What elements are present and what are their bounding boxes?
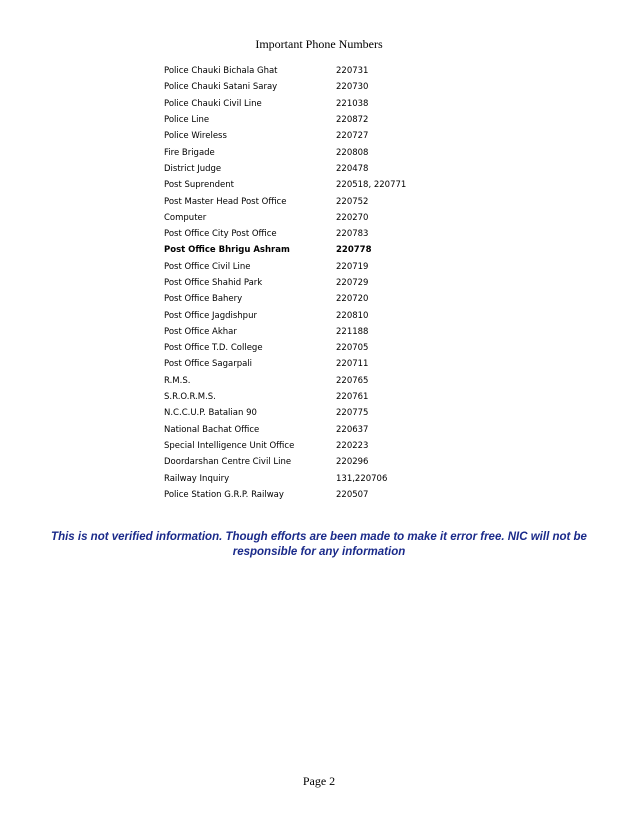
phone-number: 220719 (336, 261, 369, 272)
phone-number: 221038 (336, 98, 369, 109)
table-row (160, 405, 456, 421)
contact-name: N.C.C.U.P. Batalian 90 (164, 408, 257, 419)
phone-directory-table (160, 63, 456, 503)
table-row (160, 96, 456, 112)
phone-number: 220730 (336, 82, 369, 93)
phone-number: 220720 (336, 294, 369, 305)
table-row-highlighted (160, 242, 456, 258)
disclaimer-text: This is not verified information. Though efforts are been made to make it error free. NIC will not be responsible for any information (51, 531, 587, 558)
contact-name: Fire Brigade (164, 147, 215, 158)
table-row (160, 144, 456, 160)
contact-name: Post Office Bahery (164, 294, 243, 305)
table-row (160, 356, 456, 372)
phone-number: 221188 (336, 326, 369, 337)
table-row (160, 454, 456, 470)
table-row (160, 128, 456, 144)
contact-name: Doordarshan Centre Civil Line (164, 457, 292, 468)
contact-name: Post Office City Post Office (164, 229, 277, 240)
phone-number: 220783 (336, 229, 369, 240)
phone-number: 220637 (336, 424, 369, 435)
phone-number: 220478 (336, 163, 369, 174)
phone-number: 220765 (336, 375, 369, 386)
phone-number: 131,220706 (336, 473, 388, 484)
page-title: Important Phone Numbers (255, 37, 383, 51)
contact-name: Police Line (164, 115, 210, 126)
contact-name: Post Suprendent (164, 180, 234, 191)
contact-name: Post Office Akhar (164, 326, 237, 337)
table-row (160, 193, 456, 209)
table-row (160, 438, 456, 454)
table-row (160, 112, 456, 128)
table-row (160, 63, 456, 79)
contact-name: Police Chauki Bichala Ghat (164, 66, 278, 77)
table-row (160, 307, 456, 323)
contact-name: Police Wireless (164, 131, 227, 142)
table-row (160, 422, 456, 438)
phone-number: 220778 (336, 245, 372, 256)
phone-number: 220761 (336, 392, 369, 403)
contact-name: Police Chauki Satani Saray (164, 82, 278, 93)
phone-number: 220711 (336, 359, 369, 370)
contact-name: Post Office Jagdishpur (164, 310, 257, 321)
table-row (160, 161, 456, 177)
contact-name: Computer (164, 212, 207, 223)
table-row (160, 373, 456, 389)
contact-name: R.M.S. (164, 375, 191, 386)
phone-number: 220810 (336, 310, 369, 321)
contact-name: Post Office Civil Line (164, 261, 251, 272)
contact-name: Post Office Shahid Park (164, 278, 263, 288)
phone-number: 220223 (336, 440, 369, 451)
contact-name: Post Office Sagarpali (164, 359, 253, 370)
phone-number: 220729 (336, 278, 369, 288)
contact-name: Special Intelligence Unit Office (164, 440, 295, 451)
phone-number: 220270 (336, 212, 369, 223)
contact-name: Police Station G.R.P. Railway (164, 489, 284, 500)
contact-name: District Judge (164, 163, 222, 174)
contact-name: National Bachat Office (164, 424, 260, 435)
table-row (160, 275, 456, 291)
table-row (160, 259, 456, 275)
contact-name: S.R.O.R.M.S. (164, 392, 216, 403)
phone-number: 220518, 220771 (336, 180, 407, 191)
table-row (160, 79, 456, 95)
contact-name: Post Office T.D. College (164, 343, 263, 354)
table-row (160, 291, 456, 307)
phone-number: 220296 (336, 457, 369, 468)
phone-number: 220872 (336, 115, 369, 126)
phone-number: 220752 (336, 196, 369, 207)
table-row (160, 487, 456, 503)
page-number: Page 2 (302, 774, 336, 788)
contact-name: Railway Inquiry (164, 473, 230, 484)
table-row (160, 210, 456, 226)
table-row (160, 470, 456, 486)
contact-name: Post Office Bhrigu Ashram (164, 245, 290, 256)
phone-number: 220808 (336, 147, 369, 158)
table-row (160, 177, 456, 193)
contact-name: Police Chauki Civil Line (164, 98, 262, 109)
phone-number: 220507 (336, 489, 369, 500)
table-row (160, 389, 456, 405)
phone-number: 220705 (336, 343, 369, 354)
table-row (160, 340, 456, 356)
phone-number: 220727 (336, 131, 369, 142)
table-row (160, 226, 456, 242)
table-row (160, 324, 456, 340)
contact-name: Post Master Head Post Office (164, 196, 287, 207)
phone-number: 220775 (336, 408, 369, 419)
phone-number: 220731 (336, 66, 369, 77)
